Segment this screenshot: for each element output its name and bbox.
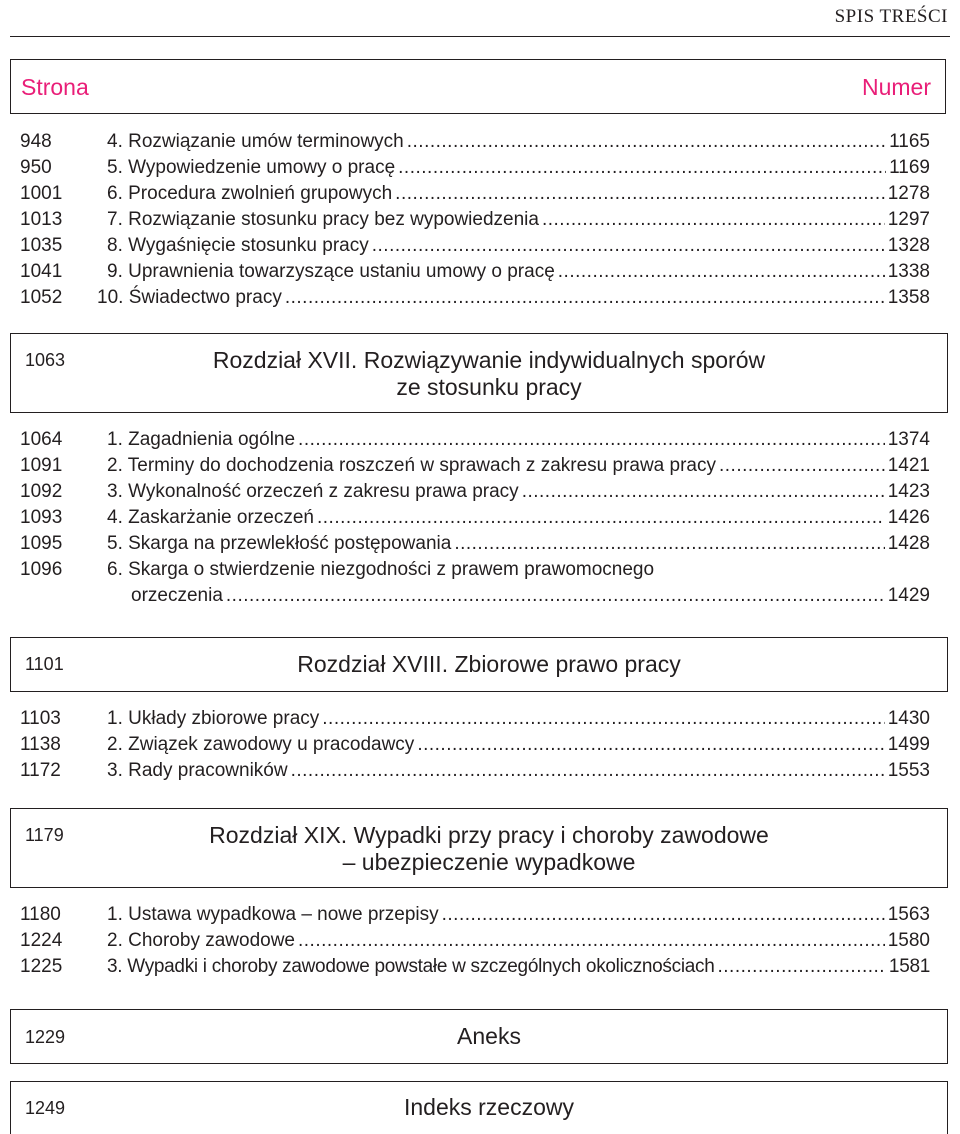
entry-number: 1374 [887, 429, 930, 450]
entry-page: 1091 [20, 455, 63, 476]
leader-dots [226, 583, 885, 609]
entry-page: 1138 [20, 734, 61, 755]
entry-page: 948 [20, 131, 52, 152]
chapter-title-line1: Rozdział XVII. Rozwiązywanie indywidualnych sporów [212, 347, 766, 373]
toc-entry-continuation[interactable] [0, 583, 960, 609]
entry-number: 1580 [887, 930, 930, 951]
toc-entry[interactable] [0, 732, 960, 758]
entry-label: 4. Rozwiązanie umów terminowych [107, 131, 404, 152]
entry-number: 1358 [887, 287, 930, 308]
toc-entry[interactable] [0, 928, 960, 954]
chapter-box-xix[interactable] [10, 808, 948, 888]
entry-number: 1428 [887, 533, 930, 554]
chapter-title-line2: ze stosunku pracy [396, 374, 582, 400]
entry-page: 1041 [20, 261, 63, 282]
leader-dots [442, 902, 885, 928]
leader-dots [317, 505, 885, 531]
toc-entry[interactable] [0, 479, 960, 505]
entry-label: 3. Wykonalność orzeczeń z zakresu prawa pracy [107, 481, 519, 502]
toc-entry[interactable] [0, 259, 960, 285]
leader-dots [285, 285, 885, 311]
index-box[interactable] [10, 1081, 948, 1134]
toc-entry[interactable] [0, 453, 960, 479]
entry-label: 1. Ustawa wypadkowa – nowe przepisy [107, 904, 439, 925]
entry-label: 6. Skarga o stwierdzenie niezgodności z prawem prawomocnego [107, 559, 655, 580]
annex-title: Aneks [457, 1023, 521, 1049]
entry-number: 1426 [887, 507, 930, 528]
entry-number: 1581 [888, 956, 930, 977]
leader-dots [454, 531, 884, 557]
toc-entry[interactable] [0, 129, 960, 155]
header-rule [10, 36, 950, 37]
entry-number: 1278 [887, 183, 930, 204]
toc-entry[interactable] [0, 531, 960, 557]
leader-dots [558, 259, 885, 285]
entry-page: 1103 [20, 708, 61, 729]
leader-dots [298, 427, 885, 453]
column-header-number: Numer [861, 74, 931, 100]
entry-label: 5. Wypowiedzenie umowy o pracę [107, 157, 396, 178]
leader-dots [417, 732, 884, 758]
toc-entry[interactable] [0, 902, 960, 928]
column-header-box [10, 59, 946, 114]
entry-number: 1499 [887, 734, 930, 755]
toc-entry[interactable] [0, 233, 960, 259]
leader-dots [719, 453, 885, 479]
entry-label: 8. Wygaśnięcie stosunku pracy [107, 235, 369, 256]
running-head: SPIS TREŚCI [834, 6, 948, 27]
entry-page: 1180 [20, 904, 61, 925]
entry-label: 9. Uprawnienia towarzyszące ustaniu umowy o pracę [107, 261, 555, 282]
entry-page: 1225 [20, 956, 63, 977]
toc-entry[interactable] [0, 207, 960, 233]
chapter-box-xviii[interactable] [10, 637, 948, 692]
entry-page: 1092 [20, 481, 63, 502]
entry-number: 1338 [887, 261, 930, 282]
leader-dots [522, 479, 885, 505]
chapter-title-line1: Rozdział XVIII. Zbiorowe prawo pracy [297, 651, 681, 677]
entry-label: 3. Rady pracowników [107, 760, 288, 781]
chapter-page: 1101 [25, 654, 64, 674]
chapter-page: 1179 [25, 825, 64, 845]
leader-dots [407, 129, 886, 155]
entry-label: 2. Związek zawodowy u pracodawcy [107, 734, 415, 755]
toc-entry[interactable] [0, 505, 960, 531]
entry-number: 1423 [887, 481, 930, 502]
entry-page: 1096 [20, 559, 63, 580]
leader-dots [298, 928, 885, 954]
entry-page: 950 [20, 157, 52, 178]
chapter-title-line2: – ubezpieczenie wypadkowe [342, 849, 636, 875]
entry-page: 1172 [20, 760, 61, 781]
entry-page: 1035 [20, 235, 63, 256]
chapter-box-xvii[interactable] [10, 333, 948, 413]
entry-number: 1430 [887, 708, 930, 729]
entry-label: 2. Terminy do dochodzenia roszczeń w sprawach z zakresu prawa pracy [107, 455, 716, 476]
entry-label: 1. Układy zbiorowe pracy [107, 708, 320, 729]
entry-number: 1297 [887, 209, 930, 230]
entry-page: 1093 [20, 507, 63, 528]
column-header-page: Strona [21, 74, 89, 100]
leader-dots [322, 706, 884, 732]
toc-entry[interactable] [0, 758, 960, 784]
entry-number: 1563 [887, 904, 930, 925]
annex-box[interactable] [10, 1009, 948, 1064]
entry-page: 1001 [20, 183, 63, 204]
entry-label: 4. Zaskarżanie orzeczeń [107, 507, 314, 528]
toc-entry[interactable] [0, 706, 960, 732]
chapter-page: 1063 [25, 350, 66, 370]
entry-number: 1169 [889, 157, 930, 178]
entry-label: 6. Procedura zwolnień grupowych [107, 183, 393, 204]
index-page: 1249 [25, 1098, 66, 1118]
entry-page: 1064 [20, 429, 63, 450]
leader-dots [291, 758, 885, 784]
entry-page: 1095 [20, 533, 63, 554]
entry-label: 3. Wypadki i choroby zawodowe powstałe w szczególnych okolicznościach [107, 956, 715, 977]
index-title: Indeks rzeczowy [403, 1094, 574, 1120]
entry-number: 1553 [887, 760, 930, 781]
entry-number: 1328 [887, 235, 930, 256]
entry-page: 1052 [20, 287, 63, 308]
entry-number: 1165 [889, 131, 930, 152]
leader-dots [372, 233, 885, 259]
toc-entry[interactable] [0, 285, 960, 311]
annex-page: 1229 [25, 1027, 66, 1047]
toc-entry[interactable] [0, 954, 960, 980]
leader-dots [542, 207, 885, 233]
toc-entry[interactable] [0, 155, 960, 181]
toc-entry[interactable] [0, 181, 960, 207]
chapter-title-line1: Rozdział XIX. Wypadki przy pracy i choroby zawodowe [209, 822, 769, 848]
entry-page: 1013 [20, 209, 63, 230]
toc-entry[interactable] [0, 557, 960, 583]
leader-dots [398, 155, 886, 181]
entry-page: 1224 [20, 930, 63, 951]
entry-label: 10. Świadectwo pracy [97, 287, 282, 308]
entry-label-continuation: orzeczenia [131, 585, 223, 606]
toc-entry[interactable] [0, 427, 960, 453]
leader-dots [718, 954, 886, 980]
entry-number: 1421 [887, 455, 930, 476]
entry-label: 7. Rozwiązanie stosunku pracy bez wypowiedzenia [107, 209, 539, 230]
entry-number: 1429 [887, 585, 930, 606]
entry-label: 2. Choroby zawodowe [107, 930, 295, 951]
leader-dots [395, 181, 885, 207]
entry-label: 5. Skarga na przewlekłość postępowania [107, 533, 452, 554]
entry-label: 1. Zagadnienia ogólne [107, 429, 296, 450]
